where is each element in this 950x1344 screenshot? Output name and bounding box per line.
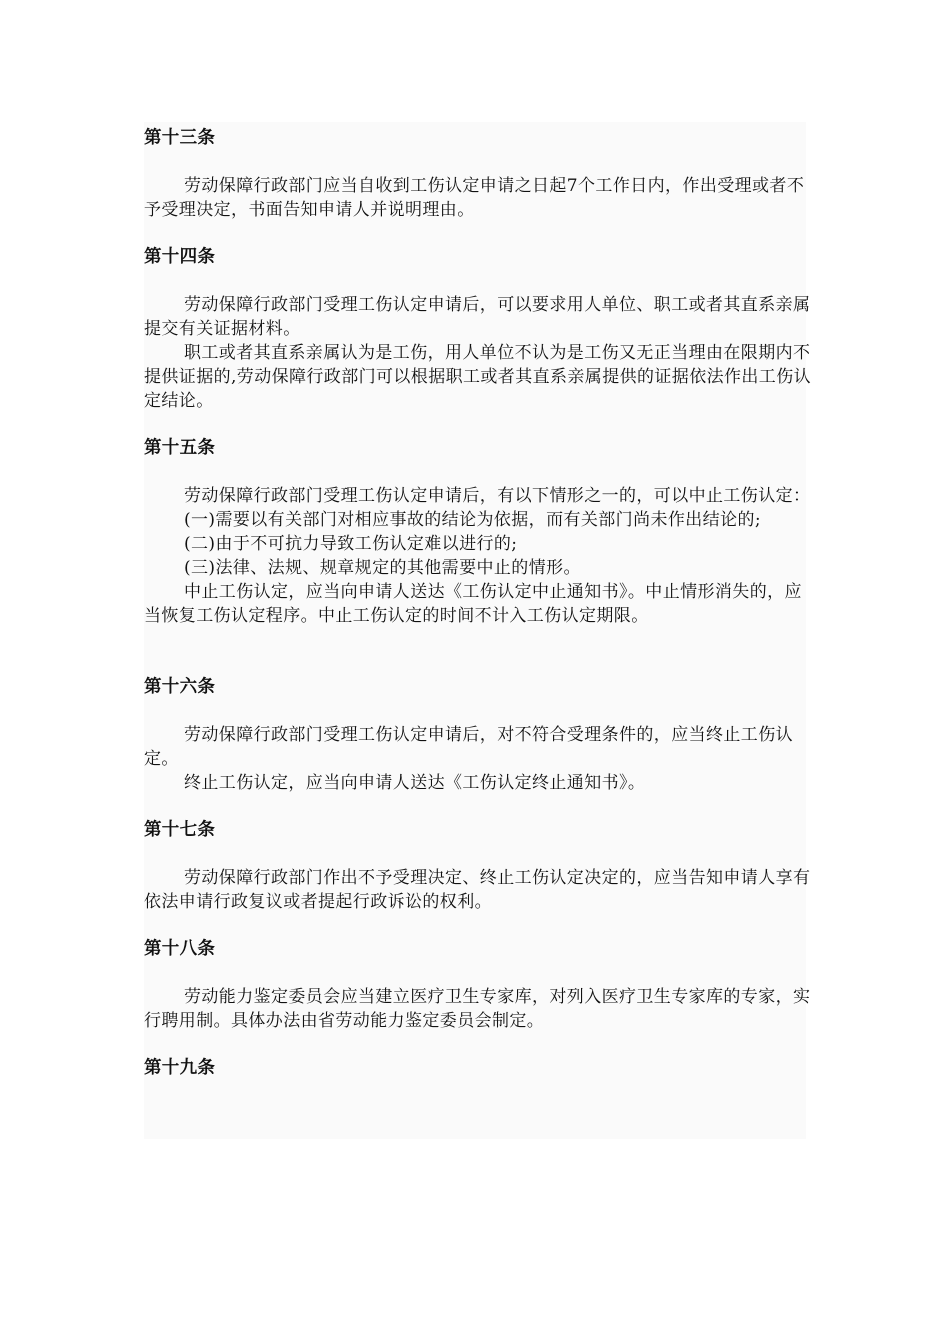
article-heading: 第十七条 <box>144 820 216 840</box>
article-paragraph: 劳动保障行政部门受理工伤认定申请后，对不符合受理条件的，应当终止工伤认定。 <box>144 725 793 769</box>
article-16 <box>144 675 814 795</box>
article-paragraph: 中止工伤认定，应当向申请人送达《工伤认定中止通知书》。中止情形消失的，应当恢复工伤认定程序。中止工伤认定的时间不计入工伤认定期限。 <box>144 582 802 626</box>
article-heading: 第十八条 <box>144 939 216 959</box>
article-heading: 第十三条 <box>144 128 216 148</box>
article-heading: 第十九条 <box>144 1058 216 1078</box>
article-heading: 第十五条 <box>144 438 216 458</box>
article-paragraph: 劳动保障行政部门受理工伤认定申请后，可以要求用人单位、职工或者其直系亲属提交有关证据材料。 <box>144 295 811 339</box>
article-paragraph: (二)由于不可抗力导致工伤认定难以进行的; <box>184 534 518 554</box>
article-paragraph: (三)法律、法规、规章规定的其他需要中止的情形。 <box>184 558 581 578</box>
document-body <box>144 126 814 1104</box>
article-heading: 第十六条 <box>144 677 216 697</box>
article-15 <box>144 436 814 628</box>
article-paragraph: 劳动能力鉴定委员会应当建立医疗卫生专家库，对列入医疗卫生专家库的专家，实行聘用制。具体办法由省劳动能力鉴定委员会制定。 <box>144 987 811 1031</box>
article-heading: 第十四条 <box>144 247 216 267</box>
article-17 <box>144 818 814 914</box>
article-paragraph: 终止工伤认定，应当向申请人送达《工伤认定终止通知书》。 <box>184 773 646 793</box>
article-14 <box>144 245 814 413</box>
article-18 <box>144 937 814 1033</box>
article-paragraph: 劳动保障行政部门作出不予受理决定、终止工伤认定决定的，应当告知申请人享有依法申请行政复议或者提起行政诉讼的权利。 <box>144 868 811 912</box>
article-19 <box>144 1056 814 1080</box>
article-13 <box>144 126 814 222</box>
article-paragraph: 劳动保障行政部门应当自收到工伤认定申请之日起7个工作日内，作出受理或者不予受理决定，书面告知申请人并说明理由。 <box>144 176 805 220</box>
article-paragraph: 劳动保障行政部门受理工伤认定申请后，有以下情形之一的，可以中止工伤认定： <box>184 486 811 506</box>
article-paragraph: 职工或者其直系亲属认为是工伤，用人单位不认为是工伤又无正当理由在限期内不提供证据的,劳动保障行政部门可以根据职工或者其直系亲属提供的证据依法作出工伤认定结论。 <box>144 343 812 411</box>
article-paragraph: (一)需要以有关部门对相应事故的结论为依据，而有关部门尚未作出结论的; <box>184 510 761 530</box>
